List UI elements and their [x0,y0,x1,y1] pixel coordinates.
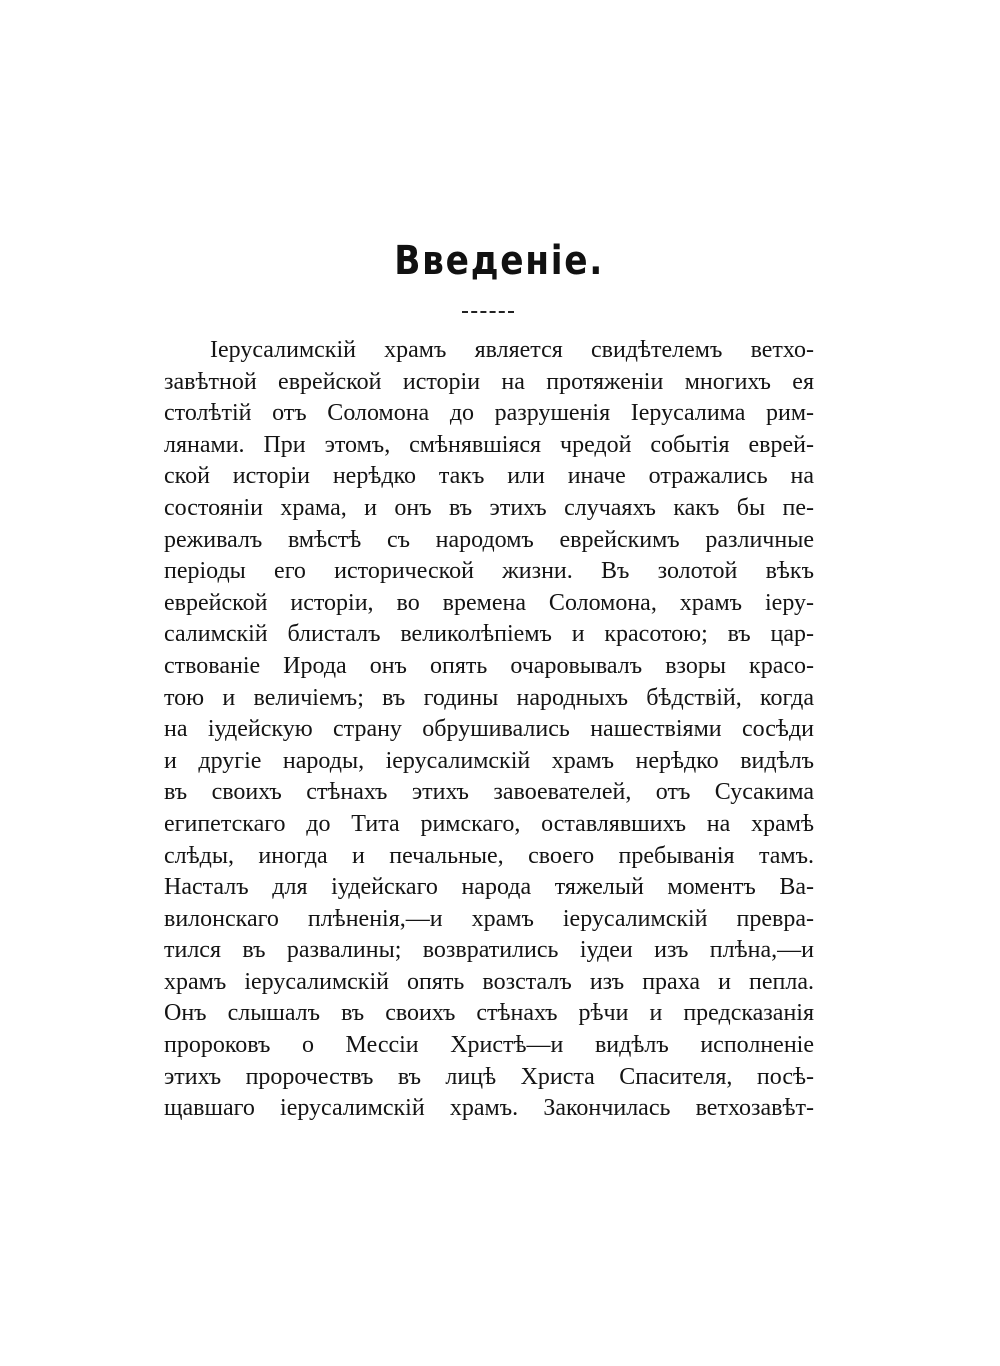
text-line: пророковъ о Мессіи Христѣ—и видѣлъ исполненіе [164,1032,814,1059]
text-line: завѣтной еврейской исторіи на протяженіи многихъ ея [164,368,814,395]
text-line: Іерусалимскій храмъ является свидѣтелемъ ветхо- [210,337,814,363]
text-line: столѣтій отъ Соломона до разрушенія Іерусалима рим- [164,400,814,427]
text-line: храмъ іерусалимскій опять возсталъ изъ праха и пепла. [164,968,814,995]
text-line: въ своихъ стѣнахъ этихъ завоевателей, отъ Сусакима [164,779,814,806]
text-line: Насталъ для іудейскаго народа тяжелый моментъ Ва- [164,874,814,901]
text-line: реживалъ вмѣстѣ съ народомъ еврейскимъ различные [164,526,814,553]
text-line: вилонскаго плѣненія,—и храмъ іерусалимскій превра- [164,905,814,932]
text-line: и другіе народы, іерусалимскій храмъ нерѣдко видѣлъ [164,747,814,774]
introduction-text [164,335,814,1125]
text-line: салимскій блисталъ великолѣпіемъ и красотою; въ цар- [164,621,814,648]
text-line: тился въ развалины; возвратились іудеи изъ плѣна,—и [164,937,814,964]
text-line: щавшаго іерусалимскій храмъ. Закончилась ветхозавѣт- [164,1095,814,1122]
text-line: этихъ пророчествъ въ лицѣ Христа Спасителя, посѣ- [164,1063,814,1090]
heading-divider [462,311,514,313]
text-line: на іудейскую страну обрушивались нашествіями сосѣди [164,716,814,743]
chapter-heading: Введеніе. [394,238,605,284]
text-line: слѣды, иногда и печальные, своего пребыванія тамъ. [164,842,814,869]
text-line: лянами. При этомъ, смѣнявшіяся чредой событія еврей- [164,431,814,458]
text-line: еврейской исторіи, во времена Соломона, храмъ іеру- [164,589,814,616]
text-line: ствованіе Ирода онъ опять очаровывалъ взоры красо- [164,652,814,679]
text-line: египетскаго до Тита римскаго, оставлявшихъ на храмѣ [164,810,814,837]
text-line: ской исторіи нерѣдко такъ или иначе отражались на [164,463,814,490]
text-line: періоды его исторической жизни. Въ золотой вѣкъ [164,558,814,585]
text-line: Онъ слышалъ въ своихъ стѣнахъ рѣчи и предсказанія [164,1000,814,1027]
text-line: состояніи храма, и онъ въ этихъ случаяхъ какъ бы пе- [164,494,814,521]
text-line: тою и величіемъ; въ годины народныхъ бѣдствій, когда [164,684,814,711]
